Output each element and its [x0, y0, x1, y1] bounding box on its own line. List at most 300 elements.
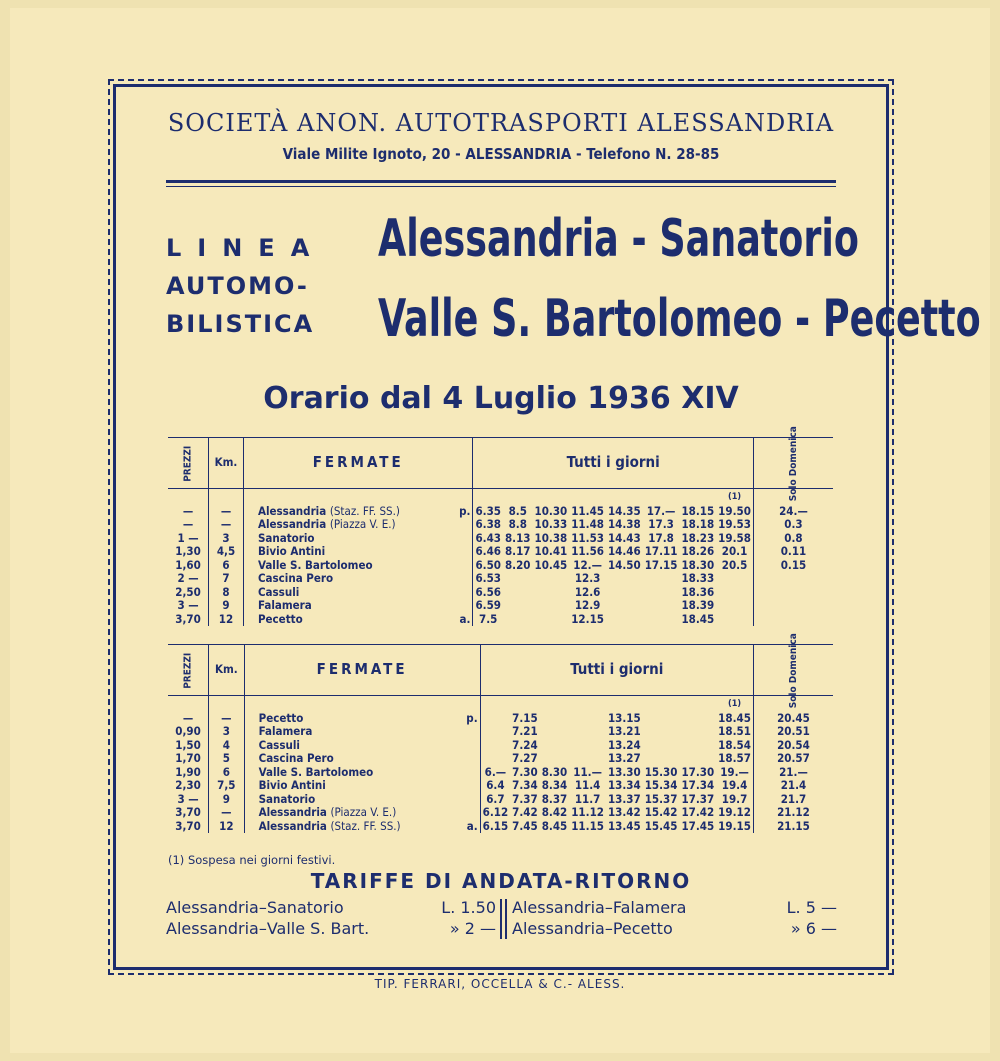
- cell-time: 17.37: [681, 791, 715, 806]
- stop-name: Alessandria: [258, 818, 327, 833]
- tariffe-title: TARIFFE DI ANDATA-RITORNO: [310, 869, 692, 893]
- cell-time: 15.42: [644, 805, 678, 819]
- table-row: [168, 766, 833, 780]
- tariff-row: [512, 918, 837, 939]
- cell-time: 19.4: [716, 779, 753, 793]
- cell-time: 11.—: [573, 764, 602, 779]
- cell-time: 18.23: [681, 530, 715, 545]
- cell-time: 18.57: [716, 752, 753, 766]
- cell-time: 20.51: [777, 724, 810, 738]
- cell-stop: [243, 532, 473, 546]
- col-fermate: FERMATE: [244, 645, 480, 696]
- printer-credit: TIP. FERRARI, OCCELLA & C.- ALESS.: [374, 977, 626, 991]
- cell-time: 6.38: [475, 517, 501, 531]
- cell-time: 18.18: [681, 517, 715, 531]
- cell-time: 13.45: [607, 818, 641, 833]
- cell-time: [716, 572, 753, 586]
- cell-time: [480, 725, 510, 739]
- cell-km: 6: [209, 766, 245, 780]
- stop-note: (Piazza V. E.): [330, 805, 397, 819]
- cell-time: 18.39: [681, 598, 715, 612]
- cell-km: 4,5: [209, 545, 244, 559]
- outbound-table: [168, 425, 833, 626]
- tariff-row: [166, 918, 496, 939]
- stop-name: Alessandria: [258, 805, 327, 819]
- cell-time: 18.45: [716, 712, 753, 726]
- cell-prezzo: 2,50: [168, 586, 209, 600]
- cell-time: [606, 586, 643, 600]
- cell-time: 19.53: [716, 518, 753, 532]
- cell-time: [569, 739, 606, 753]
- col-solo: Solo Domenica: [753, 438, 833, 489]
- tariffe-right: [512, 897, 837, 939]
- cell-prezzo: 3,70: [168, 613, 209, 627]
- cell-km: 4: [209, 739, 245, 753]
- cell-time: 7.37: [512, 791, 538, 806]
- cell-time: 7.42: [512, 805, 538, 819]
- cell-time: [679, 712, 716, 726]
- stop-name: Bivio Antini: [257, 544, 326, 558]
- table-row: [168, 712, 833, 726]
- cell-time: 18.51: [716, 725, 753, 739]
- cell-km: 9: [209, 599, 244, 613]
- cell-time: 11.53: [571, 530, 604, 545]
- cell-time: [679, 739, 716, 753]
- cell-prezzo: 3,70: [168, 806, 209, 820]
- tariff-row: [166, 897, 496, 918]
- orario-heading: Orario dal 4 Luglio 1936 XIV: [263, 381, 739, 416]
- cell-time: 18.36: [681, 584, 715, 599]
- cell-time: 19.50: [716, 505, 753, 519]
- col-km: Km.: [209, 645, 245, 696]
- cell-time: 13.24: [607, 737, 641, 752]
- cell-stop: [243, 505, 473, 519]
- cell-time: [606, 613, 643, 627]
- route-line: Alessandria - Sanatorio: [378, 209, 859, 269]
- cell-time: 13.15: [607, 710, 641, 725]
- cell-time: 7.27: [512, 751, 538, 765]
- table-row: [168, 752, 833, 766]
- cell-prezzo: 1,60: [168, 559, 209, 573]
- col-tutti: Tutti i giorni: [473, 438, 753, 489]
- tariff-route: Alessandria–Sanatorio: [166, 898, 344, 917]
- cell-time: 17.34: [681, 778, 715, 792]
- cell-time: 7.15: [512, 710, 538, 725]
- cell-time: 0.8: [784, 530, 803, 545]
- cell-time: [753, 586, 833, 600]
- col-prezzi: PREZZI: [168, 438, 209, 489]
- cell-time: 7.45: [512, 818, 538, 833]
- stop-name: Bivio Antini: [258, 778, 326, 792]
- cell-time: [569, 712, 606, 726]
- cell-time: 15.34: [644, 778, 678, 792]
- cell-prezzo: 2 —: [168, 572, 209, 586]
- cell-time: 6.43: [475, 530, 501, 545]
- cell-time: 8.13: [504, 530, 531, 545]
- stop-note: (Staz. FF. SS.): [329, 503, 400, 518]
- cell-time: [533, 572, 570, 586]
- stop-name: Pecetto: [257, 611, 303, 626]
- table-row: [168, 586, 833, 600]
- cell-prezzo: 3 —: [168, 793, 209, 807]
- cell-stop: [244, 712, 480, 726]
- cell-time: 11.15: [571, 818, 604, 833]
- cell-time: [533, 613, 570, 627]
- cell-time: [540, 752, 570, 766]
- cell-km: —: [209, 806, 245, 820]
- cell-km: 12: [209, 820, 245, 834]
- stop-note: (Staz. FF. SS.): [330, 818, 401, 833]
- col-solo: Solo Domenica: [753, 645, 833, 696]
- cell-time: 17.—: [646, 503, 676, 518]
- tariff-price: » 6 —: [790, 919, 837, 938]
- cell-time: 13.21: [607, 724, 641, 738]
- table-row: [168, 545, 833, 559]
- cell-time: [643, 572, 680, 586]
- cell-time: 7.5: [479, 611, 498, 626]
- cell-time: 14.43: [607, 530, 641, 545]
- cell-time: 13.34: [607, 778, 641, 792]
- cell-time: 6.46: [475, 544, 501, 558]
- cell-time: 11.48: [571, 517, 604, 531]
- cell-time: 6.35: [475, 503, 501, 518]
- cell-km: 7,5: [209, 779, 245, 793]
- note-marker: (1): [728, 699, 742, 709]
- cell-time: [503, 599, 533, 613]
- cell-time: 18.30: [681, 557, 715, 572]
- cell-stop: [244, 779, 480, 793]
- cell-time: 14.46: [607, 544, 641, 558]
- cell-time: 21.7: [780, 791, 807, 806]
- tariff-price: L. 1.50: [441, 898, 496, 917]
- cell-stop: [244, 739, 480, 753]
- cell-time: 10.45: [534, 557, 568, 572]
- divider: [166, 186, 836, 187]
- stop-mark: a.: [466, 818, 478, 833]
- cell-time: 24.—: [779, 503, 808, 518]
- cell-km: 3: [209, 532, 244, 546]
- cell-time: 11.4: [574, 778, 601, 792]
- cell-time: 11.56: [571, 544, 604, 558]
- cell-time: 10.41: [534, 544, 568, 558]
- cell-time: 21.—: [779, 764, 808, 779]
- cell-time: 6.12: [482, 805, 509, 819]
- cell-time: 0.11: [780, 544, 807, 558]
- tariff-row: [512, 897, 837, 918]
- stop-name: Sanatorio: [257, 530, 315, 545]
- cell-time: 13.30: [607, 764, 641, 779]
- cell-time: [533, 586, 570, 600]
- table-row: [168, 505, 833, 519]
- cell-km: 12: [209, 613, 244, 627]
- table-row: [168, 725, 833, 739]
- table-row: [168, 806, 833, 820]
- cell-time: [753, 613, 833, 627]
- cell-stop: [244, 725, 480, 739]
- cell-time: 11.7: [574, 791, 601, 806]
- cell-time: 14.35: [607, 503, 641, 518]
- stop-name: Falamera: [258, 724, 313, 738]
- cell-prezzo: 0,90: [168, 725, 209, 739]
- stop-name: Valle S. Bartolomeo: [257, 557, 373, 572]
- col-fermate: FERMATE: [243, 438, 473, 489]
- stop-name: Cassuli: [257, 584, 300, 599]
- cell-time: [569, 752, 606, 766]
- cell-prezzo: —: [168, 712, 209, 726]
- cell-time: [753, 572, 833, 586]
- cell-time: [533, 599, 570, 613]
- tariff-price: » 2 —: [449, 919, 496, 938]
- route-title: [378, 199, 981, 359]
- stop-name: Cassuli: [258, 737, 300, 752]
- stop-name: Alessandria: [257, 517, 327, 531]
- table-row: [168, 518, 833, 532]
- cell-prezzo: 1,30: [168, 545, 209, 559]
- linea-word: LINEA: [166, 234, 326, 262]
- cell-time: 8.8: [508, 517, 527, 531]
- cell-stop: [244, 766, 480, 780]
- cell-time: 17.30: [681, 764, 715, 779]
- cell-time: 18.26: [681, 544, 715, 558]
- cell-time: 15.30: [644, 764, 678, 779]
- cell-time: 6.4: [486, 778, 505, 792]
- cell-time: 8.30: [541, 764, 568, 779]
- table-row: [168, 572, 833, 586]
- cell-time: 17.42: [681, 805, 715, 819]
- cell-prezzo: 1,70: [168, 752, 209, 766]
- table-row: [168, 779, 833, 793]
- cell-time: 15.45: [644, 818, 678, 833]
- cell-time: 10.33: [534, 517, 568, 531]
- cell-time: 8.20: [504, 557, 531, 572]
- cell-km: 3: [209, 725, 245, 739]
- cell-stop: [243, 572, 473, 586]
- footnote: (1) Sospesa nei giorni festivi.: [168, 853, 336, 867]
- return-table: [168, 632, 833, 833]
- cell-time: [606, 599, 643, 613]
- cell-prezzo: 3 —: [168, 599, 209, 613]
- cell-time: 6.53: [475, 571, 501, 585]
- cell-time: [480, 712, 510, 726]
- cell-time: [643, 712, 680, 726]
- cell-time: 12.—: [573, 557, 602, 572]
- cell-time: [643, 752, 680, 766]
- stop-name: Cascina Pero: [258, 751, 334, 765]
- table-row: [168, 613, 833, 627]
- col-km: Km.: [209, 438, 244, 489]
- cell-time: 7.21: [512, 724, 538, 738]
- cell-km: 7: [209, 572, 244, 586]
- cell-time: 15.37: [644, 791, 678, 806]
- cell-time: [569, 725, 606, 739]
- cell-time: 17.3: [648, 517, 674, 531]
- table-row: [168, 793, 833, 807]
- cell-km: 5: [209, 752, 245, 766]
- cell-time: 20.1: [716, 545, 753, 559]
- stop-name: Alessandria: [257, 503, 327, 518]
- cell-prezzo: —: [168, 505, 209, 519]
- cell-time: 21.12: [777, 805, 810, 819]
- cell-time: 18.33: [681, 571, 715, 585]
- cell-time: 13.37: [607, 791, 641, 806]
- cell-time: [540, 725, 570, 739]
- cell-km: —: [209, 712, 245, 726]
- tariff-route: Alessandria–Valle S. Bart.: [166, 919, 370, 938]
- cell-time: 6.56: [475, 584, 501, 599]
- cell-km: —: [209, 518, 244, 532]
- cell-time: [679, 752, 716, 766]
- cell-time: 19.7: [716, 793, 753, 807]
- cell-km: 9: [209, 793, 245, 807]
- cell-time: 7.24: [512, 737, 538, 752]
- cell-time: [716, 586, 753, 600]
- cell-time: 19.15: [716, 820, 753, 834]
- cell-time: 10.38: [534, 530, 568, 545]
- linea-label: [166, 229, 356, 343]
- cell-time: [716, 599, 753, 613]
- cell-time: [643, 586, 680, 600]
- cell-time: 12.15: [571, 611, 604, 626]
- cell-time: 8.42: [541, 805, 568, 819]
- tariff-route: Alessandria–Pecetto: [512, 919, 673, 938]
- cell-time: 19.—: [716, 766, 753, 780]
- cell-time: 10.30: [534, 503, 568, 518]
- cell-time: 12.6: [574, 584, 601, 599]
- cell-prezzo: 1,90: [168, 766, 209, 780]
- cell-time: 21.4: [780, 778, 807, 792]
- cell-prezzo: —: [168, 518, 209, 532]
- cell-time: 19.12: [716, 806, 753, 820]
- cell-time: [540, 712, 570, 726]
- cell-time: 14.38: [607, 517, 641, 531]
- cell-time: [606, 572, 643, 586]
- table-row: [168, 559, 833, 573]
- company-address: Viale Milite Ignoto, 20 - ALESSANDRIA - Telefono N. 28-85: [282, 145, 720, 163]
- cell-stop: [243, 559, 473, 573]
- stop-note: (Piazza V. E.): [329, 517, 396, 531]
- cell-time: 8.34: [541, 778, 568, 792]
- linea-word: AUTOMO-: [166, 272, 309, 300]
- cell-time: [679, 725, 716, 739]
- cell-prezzo: 1 —: [168, 532, 209, 546]
- cell-time: 8.37: [541, 791, 568, 806]
- cell-time: 13.27: [607, 751, 641, 765]
- stop-mark: p.: [459, 503, 471, 518]
- cell-prezzo: 3,70: [168, 820, 209, 834]
- cell-stop: [244, 820, 480, 834]
- cell-time: 14.50: [607, 557, 641, 572]
- stop-name: Valle S. Bartolomeo: [258, 764, 374, 779]
- cell-time: 0.15: [780, 557, 807, 572]
- cell-time: 8.45: [541, 818, 568, 833]
- cell-km: 8: [209, 586, 244, 600]
- tariff-price: L. 5 —: [786, 898, 837, 917]
- cell-time: 8.17: [504, 544, 531, 558]
- cell-time: 13.42: [607, 805, 641, 819]
- cell-time: [503, 572, 533, 586]
- company-name: SOCIETÀ ANON. AUTOTRASPORTI ALESSANDRIA: [167, 109, 835, 137]
- cell-stop: [243, 613, 473, 627]
- table-row: [168, 532, 833, 546]
- cell-time: 18.45: [681, 611, 715, 626]
- cell-km: —: [209, 505, 244, 519]
- cell-time: 8.5: [508, 503, 527, 518]
- stop-mark: a.: [459, 611, 471, 626]
- cell-time: 18.15: [681, 503, 715, 518]
- stop-name: Falamera: [257, 598, 312, 612]
- cell-time: 12.9: [574, 598, 601, 612]
- cell-time: [503, 613, 533, 627]
- cell-time: 20.54: [777, 737, 810, 752]
- col-prezzi: PREZZI: [168, 645, 209, 696]
- cell-stop: [244, 806, 480, 820]
- cell-time: 12.3: [574, 571, 601, 585]
- divider: [166, 180, 836, 183]
- cell-time: [503, 586, 533, 600]
- cell-time: 20.5: [716, 559, 753, 573]
- table-row: [168, 599, 833, 613]
- cell-time: 0.3: [784, 517, 803, 531]
- cell-time: [540, 739, 570, 753]
- table-row: [168, 820, 833, 834]
- cell-time: 11.45: [571, 503, 604, 518]
- cell-time: 6.7: [486, 791, 505, 806]
- cell-time: 20.45: [777, 710, 810, 725]
- cell-time: [753, 599, 833, 613]
- cell-stop: [243, 586, 473, 600]
- note-marker: (1): [728, 492, 742, 502]
- cell-stop: [243, 545, 473, 559]
- stop-name: Sanatorio: [258, 791, 316, 806]
- cell-time: 20.57: [777, 751, 810, 765]
- cell-time: 7.30: [512, 764, 538, 779]
- cell-time: [643, 739, 680, 753]
- tariffe-left: [166, 897, 496, 939]
- cell-time: [643, 613, 680, 627]
- cell-stop: [243, 599, 473, 613]
- cell-time: 19.58: [716, 532, 753, 546]
- cell-time: 6.50: [475, 557, 501, 572]
- cell-time: 11.12: [571, 805, 604, 819]
- cell-time: 17.15: [644, 557, 678, 572]
- cell-time: [716, 613, 753, 627]
- linea-word: BILISTICA: [166, 310, 315, 338]
- cell-time: 17.8: [648, 530, 674, 545]
- cell-prezzo: 2,30: [168, 779, 209, 793]
- cell-stop: [243, 518, 473, 532]
- cell-time: 17.45: [681, 818, 715, 833]
- cell-time: [480, 739, 510, 753]
- route-line: Valle S. Bartolomeo - Pecetto: [378, 289, 981, 349]
- cell-time: 6.—: [484, 764, 507, 779]
- cell-km: 6: [209, 559, 244, 573]
- table-row: [168, 739, 833, 753]
- stop-mark: p.: [466, 710, 478, 725]
- stop-name: Pecetto: [258, 710, 304, 725]
- tariff-separator: [500, 899, 507, 939]
- cell-time: 18.54: [716, 739, 753, 753]
- cell-time: [480, 752, 510, 766]
- cell-time: [643, 599, 680, 613]
- stop-name: Cascina Pero: [257, 571, 334, 585]
- cell-time: [643, 725, 680, 739]
- timetable-frame: [113, 84, 981, 970]
- cell-time: 7.34: [512, 778, 538, 792]
- cell-time: 21.15: [777, 818, 810, 833]
- cell-stop: [244, 752, 480, 766]
- cell-prezzo: 1,50: [168, 739, 209, 753]
- cell-time: 17.11: [644, 544, 678, 558]
